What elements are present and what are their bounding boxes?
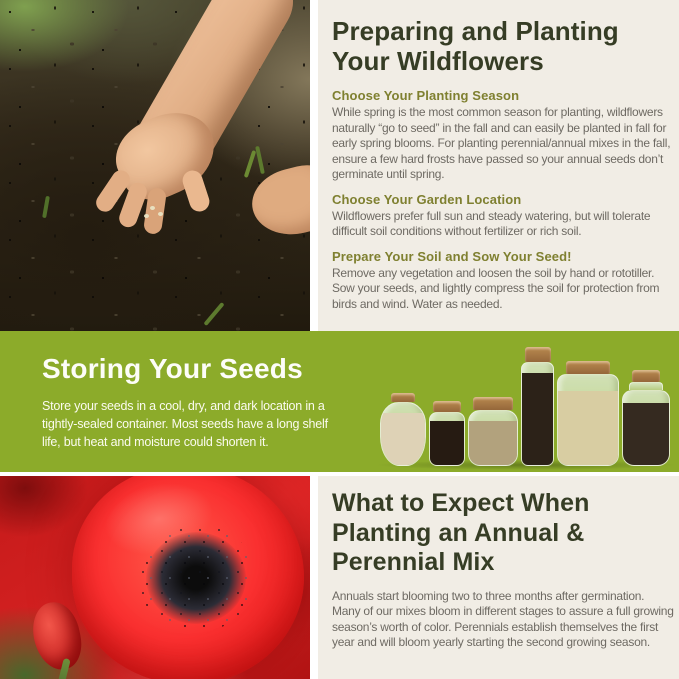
- cork-lid: [632, 370, 660, 382]
- prepare-soil-body: Remove any vegetation and loosen the soil by hand or rototiller. Sow your seeds, and lightly compress the soil for protection from birds and wind. Water as needed.: [332, 265, 660, 311]
- glass-jar: [429, 412, 465, 466]
- cork-lid: [391, 393, 415, 402]
- seed-jar-dark-seeds: [429, 401, 465, 466]
- seed-jar-tall: [521, 347, 554, 466]
- garden-location-body: Wildflowers prefer full sun and steady watering, but will tolerate difficult soil conditions without fertilizer or rich soil.: [332, 208, 651, 239]
- seed-jar-beans: [380, 393, 426, 466]
- seed-jars-illustration: [380, 342, 672, 466]
- seed-fill: [469, 421, 517, 465]
- storing-seeds-text-block: [42, 353, 354, 451]
- seed-fill: [558, 391, 618, 465]
- what-to-expect-body: Annuals start blooming two to three months after germination. Many of our mixes bloom in different stages to assure a full growing season’s worth of color. Perennials establish themselves the first year and will bloom yearly starting the second growing season.: [332, 588, 674, 649]
- hand-planting-seeds-photo: [0, 0, 310, 331]
- seed-fill: [430, 421, 464, 465]
- seed-dot: [150, 206, 155, 210]
- glass-jar: [622, 390, 670, 466]
- jar-neck: [629, 382, 663, 390]
- glass-jar: [557, 374, 619, 466]
- glass-jar: [380, 402, 426, 466]
- seed-dot: [158, 212, 163, 216]
- seed-fill: [522, 373, 553, 465]
- what-to-expect-panel: [318, 476, 679, 679]
- seed-jar-sunflower-seeds: [622, 370, 670, 466]
- storing-seeds-band: [0, 331, 679, 472]
- cork-lid: [433, 401, 461, 412]
- poppy-stamens: [138, 524, 256, 632]
- garden-location-title: Choose Your Garden Location: [332, 191, 522, 207]
- glass-jar: [521, 362, 554, 466]
- seed-dot: [144, 214, 149, 218]
- seed-fill: [623, 403, 669, 465]
- storing-seeds-heading: Storing Your Seeds: [42, 353, 303, 384]
- seed-jar-tan-seeds: [468, 397, 518, 466]
- what-to-expect-heading: What to Expect When Planting an Annual & Perennial Mix: [332, 489, 590, 576]
- glass-jar: [468, 410, 518, 466]
- storing-seeds-body: Store your seeds in a cool, dry, and dark location in a tightly-sealed container. Most seeds have a long shelf life, but heat and moisture could shorten it.: [42, 399, 328, 450]
- cork-lid: [566, 361, 610, 374]
- planting-season-body: While spring is the most common season for planting, wildflowers naturally “go to seed” in the fall and can easily be planted in fall for early spring blooms. For planting perennial/annual mixes in the fall, ensure a few hard frosts have passed so your annual seeds don’t germinate until spring.: [332, 105, 671, 182]
- cork-lid: [473, 397, 513, 410]
- seed-fill: [381, 413, 425, 465]
- red-poppy-photo: [0, 476, 310, 679]
- planting-season-title: Choose Your Planting Season: [332, 88, 520, 104]
- seed-jar-pumpkin-seeds: [557, 361, 619, 466]
- cork-lid: [525, 347, 551, 362]
- preparing-planting-panel: [318, 0, 679, 331]
- preparing-planting-heading: Preparing and Planting Your Wildflowers: [332, 16, 619, 77]
- prepare-soil-title: Prepare Your Soil and Sow Your Seed!: [332, 248, 572, 264]
